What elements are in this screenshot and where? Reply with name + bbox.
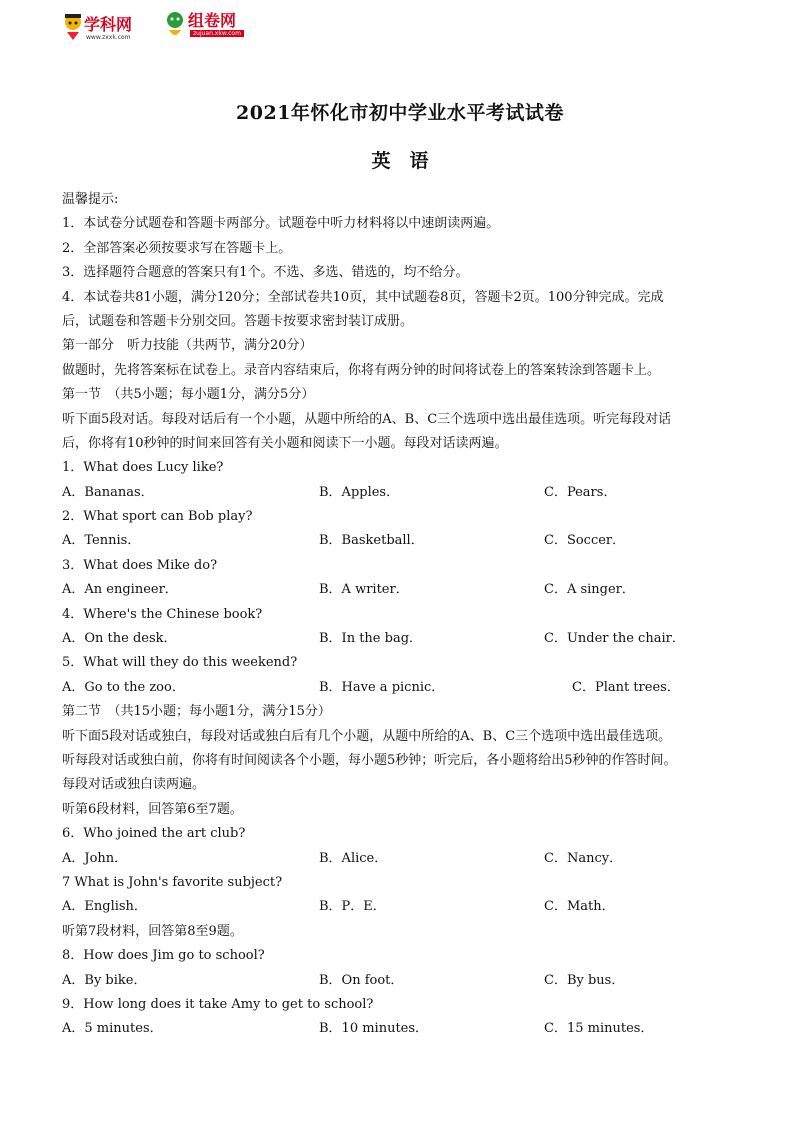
option-a: A．By bike．: [62, 972, 147, 988]
question-text: 3．What does Mike do?: [62, 557, 218, 573]
exam-title: 2021年怀化市初中学业水平考试试卷: [236, 102, 564, 124]
option-a: A．John．: [62, 850, 128, 866]
option-b: B．Apples．: [319, 484, 400, 500]
zxxk-logo: [62, 10, 154, 44]
mascot-icon: [62, 12, 84, 42]
question-options: [62, 676, 742, 700]
option-b: B．A writer．: [319, 582, 409, 598]
option-a: A．On the desk．: [62, 631, 177, 647]
part1-heading: 第一部分 听力技能（共两节，满分20分）: [62, 338, 313, 354]
section2-heading: 第二节 （共15小题；每小题1分，满分15分）: [62, 704, 331, 720]
option-a: A．Bananas．: [62, 484, 154, 500]
header-logos: [62, 8, 262, 48]
question-text: 6．Who joined the art club?: [62, 826, 246, 842]
question-text: 4．Where's the Chinese book?: [62, 606, 263, 622]
question-options: [62, 895, 742, 919]
question-text: 9．How long does it take Amy to get to school?: [62, 996, 374, 1012]
section1-instruction: 后，你将有10秒钟的时间来回答有关小题和阅读下一小题。每段对话读两遍。: [62, 435, 508, 451]
material-heading: 听第6段材料，回答第6至7题。: [62, 801, 243, 817]
exam-content: [62, 188, 742, 1042]
option-b: B．On foot．: [319, 972, 404, 988]
option-a: A．Go to the zoo．: [62, 679, 185, 695]
section2-instruction: 听每段对话或独白前，你将有时间阅读各个小题，每小题5秒钟；听完后，各小题将给出5秒钟的作答时间。: [62, 752, 677, 768]
option-b: B．Have a picnic．: [319, 679, 445, 695]
notice-item: 3．选择题符合题意的答案只有1个。不选、多选、错选的，均不给分。: [62, 265, 469, 281]
question-text: 7 What is John's favorite subject?: [62, 874, 283, 890]
question-options: [62, 481, 742, 505]
option-c: C．By bus．: [544, 972, 625, 988]
zujuan-logo: [162, 8, 272, 44]
option-a: A．An engineer．: [62, 582, 178, 598]
exam-subject: 英 语: [371, 150, 429, 172]
zujuan-logo-sub: zujuan.xkw.com: [190, 30, 244, 37]
notice-item: 4．本试卷共81小题，满分120分；全部试卷共10页，其中试题卷8页，答题卡2页。100分钟完成。完成: [62, 289, 664, 305]
notice-heading: 温馨提示:: [62, 192, 119, 207]
option-a: A．English．: [62, 899, 147, 915]
question-text: 1．What does Lucy like?: [62, 460, 224, 476]
zujuan-logo-text: 组卷网: [188, 11, 237, 30]
option-c: C．Soccer．: [544, 533, 626, 549]
option-b: B．Basketball．: [319, 533, 424, 549]
option-a: A．5 minutes．: [62, 1021, 163, 1037]
question-text: 8．How does Jim go to school?: [62, 948, 265, 964]
section2-instruction: 每段对话或独白读两遍。: [62, 777, 206, 793]
question-options: [62, 578, 742, 602]
option-c: C．Plant trees．: [572, 679, 680, 695]
section1-instruction: 听下面5段对话。每段对话后有一个小题，从题中所给的A、B、C三个选项中选出最佳选项。听完每段对话: [62, 411, 672, 427]
question-options: [62, 969, 742, 993]
section2-instruction: 听下面5段对话或独白，每段对话或独白后有几个小题，从题中所给的A、B、C三个选项中选出最佳选项。: [62, 728, 672, 744]
option-c: C．15 minutes．: [544, 1021, 654, 1037]
question-text: 5．What will they do this weekend?: [62, 655, 298, 671]
option-c: C．Under the chair．: [544, 631, 685, 647]
option-c: C．Math．: [544, 899, 615, 915]
question-options: [62, 1017, 742, 1041]
option-c: C．Nancy．: [544, 850, 623, 866]
mascot-icon: [162, 10, 188, 40]
notice-item: 1．本试卷分试题卷和答题卡两部分。试题卷中听力材料将以中速朗读两遍。: [62, 216, 500, 232]
option-b: B．Alice．: [319, 850, 388, 866]
part1-instruction: 做题时，先将答案标在试卷上。录音内容结束后，你将有两分钟的时间将试卷上的答案转涂到答题卡上。: [62, 362, 661, 378]
material-heading: 听第7段材料，回答第8至9题。: [62, 923, 243, 939]
question-options: [62, 847, 742, 871]
zxxk-logo-text: 学科网: [84, 15, 133, 34]
zxxk-logo-sub: www.zxxk.com: [86, 34, 131, 41]
option-a: A．Tennis．: [62, 533, 141, 549]
notice-item: 后，试题卷和答题卡分别交回。答题卡按要求密封装订成册。: [62, 313, 414, 329]
option-c: C．A singer．: [544, 582, 635, 598]
notice-item: 2．全部答案必须按要求写在答题卡上。: [62, 240, 292, 256]
question-options: [62, 529, 742, 553]
option-b: B．10 minutes．: [319, 1021, 429, 1037]
option-b: B．In the bag．: [319, 631, 423, 647]
option-c: C．Pears．: [544, 484, 617, 500]
option-b: B．P．E．: [319, 899, 386, 915]
question-options: [62, 627, 742, 651]
question-text: 2．What sport can Bob play?: [62, 509, 253, 525]
section1-heading: 第一节 （共5小题；每小题1分，满分5分）: [62, 387, 315, 403]
